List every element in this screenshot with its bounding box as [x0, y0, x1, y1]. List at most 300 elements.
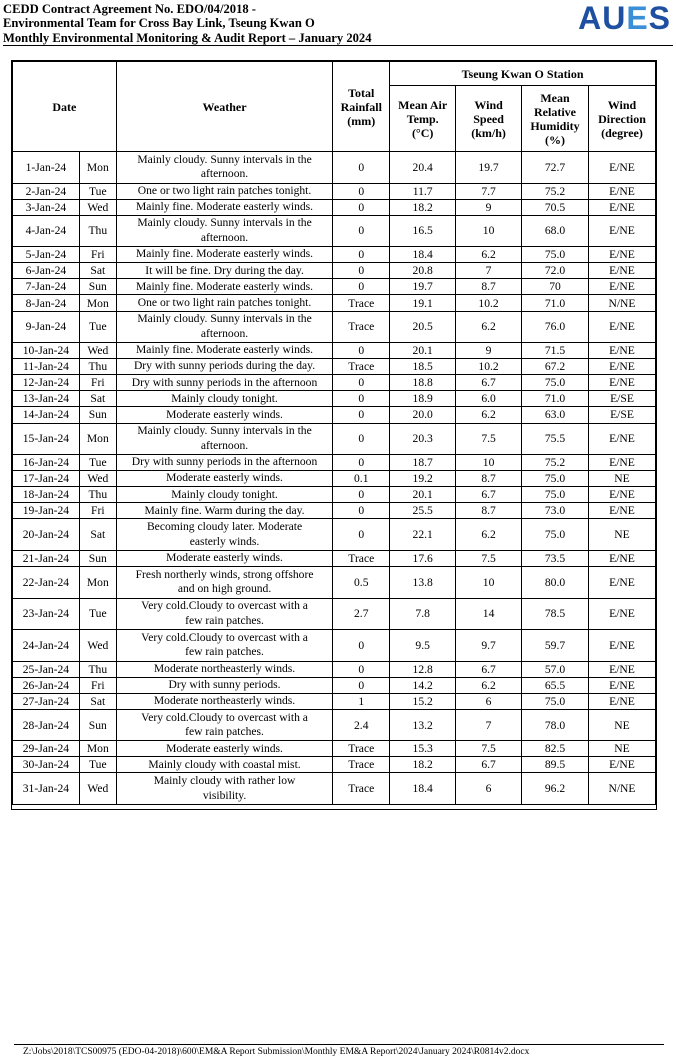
- table-row: [13, 279, 656, 295]
- cell-weather: [116, 423, 332, 455]
- cell-weather: [116, 677, 332, 693]
- cell-temp: 25.5: [390, 503, 456, 519]
- cell-humidity: 70: [522, 279, 589, 295]
- cell-temp: 11.7: [390, 183, 456, 199]
- table-row: [13, 407, 656, 423]
- cell-rainfall: Trace: [333, 311, 390, 343]
- cell-weather: [116, 183, 332, 199]
- cell-temp: 18.5: [390, 359, 456, 375]
- table-row: [13, 741, 656, 757]
- header-divider: [3, 45, 673, 46]
- cell-weather: [116, 567, 332, 599]
- cell-temp: 9.5: [390, 630, 456, 662]
- cell-humidity: 96.2: [522, 773, 589, 805]
- cell-temp: 22.1: [390, 519, 456, 551]
- cell-temp: 17.6: [390, 550, 456, 566]
- cell-temp: 18.9: [390, 391, 456, 407]
- table-row: [13, 183, 656, 199]
- table-row: [13, 661, 656, 677]
- cell-date: 28-Jan-24: [13, 709, 80, 741]
- cell-date: 30-Jan-24: [13, 757, 80, 773]
- cell-rainfall: 0: [333, 487, 390, 503]
- cell-rainfall: 0: [333, 279, 390, 295]
- cell-temp: 20.3: [390, 423, 456, 455]
- cell-temp: 20.4: [390, 152, 456, 184]
- cell-rainfall: Trace: [333, 359, 390, 375]
- cell-humidity: 72.7: [522, 152, 589, 184]
- cell-rainfall: 0: [333, 199, 390, 215]
- cell-humidity: 59.7: [522, 630, 589, 662]
- cell-wind-speed: 7.5: [456, 550, 522, 566]
- cell-wind-speed: 9: [456, 343, 522, 359]
- cell-humidity: 67.2: [522, 359, 589, 375]
- cell-day: Fri: [79, 503, 116, 519]
- cell-weather: [116, 487, 332, 503]
- cell-temp: 13.2: [390, 709, 456, 741]
- cell-date: 7-Jan-24: [13, 279, 80, 295]
- cell-day: Sat: [79, 519, 116, 551]
- table-row: [13, 295, 656, 311]
- cell-wind-speed: 10.2: [456, 295, 522, 311]
- cell-weather: [116, 709, 332, 741]
- cell-weather-line: One or two light rain patches tonight.: [137, 295, 312, 309]
- table-row: [13, 199, 656, 215]
- cell-weather: [116, 741, 332, 757]
- cell-weather: [116, 455, 332, 471]
- cell-day: Sun: [79, 407, 116, 423]
- weather-table: [12, 61, 656, 805]
- cell-wind-direction: E/NE: [588, 247, 655, 263]
- cell-weather-line: Moderate easterly winds.: [166, 741, 283, 755]
- cell-weather-line: Dry with sunny periods.: [168, 677, 281, 691]
- col-header-rainfall-line: Rainfall: [340, 99, 382, 114]
- col-header-humidity: [522, 86, 589, 152]
- cell-day: Fri: [79, 375, 116, 391]
- cell-weather: [116, 199, 332, 215]
- cell-weather-line: Fresh northerly winds, strong offshore: [135, 567, 314, 581]
- cell-wind-speed: 6.2: [456, 519, 522, 551]
- cell-weather: [116, 247, 332, 263]
- table-row: [13, 773, 656, 805]
- cell-humidity: 57.0: [522, 661, 589, 677]
- cell-wind-direction: NE: [588, 519, 655, 551]
- cell-temp: 12.8: [390, 661, 456, 677]
- cell-rainfall: 0: [333, 247, 390, 263]
- cell-date: 14-Jan-24: [13, 407, 80, 423]
- header-title-block: [3, 2, 372, 45]
- cell-humidity: 75.0: [522, 487, 589, 503]
- cell-date: 2-Jan-24: [13, 183, 80, 199]
- cell-temp: 20.5: [390, 311, 456, 343]
- cell-wind-speed: 8.7: [456, 279, 522, 295]
- cell-temp: 19.7: [390, 279, 456, 295]
- cell-weather: [116, 311, 332, 343]
- aues-logo: [578, 1, 671, 35]
- cell-weather: [116, 295, 332, 311]
- cell-weather-line: Mainly fine. Moderate easterly winds.: [136, 199, 314, 213]
- header-line-report: Monthly Environmental Monitoring & Audit Report – January 2024: [3, 30, 372, 45]
- cell-weather-line: Very cold.Cloudy to overcast with a: [141, 630, 308, 644]
- cell-humidity: 82.5: [522, 741, 589, 757]
- header-row: [13, 62, 656, 86]
- header-line-contract: CEDD Contract Agreement No. EDO/04/2018 -: [3, 2, 257, 16]
- cell-humidity: 65.5: [522, 677, 589, 693]
- cell-weather-line: Becoming cloudy later. Moderate: [146, 520, 303, 534]
- cell-weather-line: and on high ground.: [177, 582, 272, 596]
- cell-rainfall: 1: [333, 693, 390, 709]
- cell-wind-direction: E/NE: [588, 263, 655, 279]
- cell-day: Sun: [79, 550, 116, 566]
- cell-wind-speed: 6.7: [456, 661, 522, 677]
- cell-temp: 20.1: [390, 343, 456, 359]
- cell-weather: [116, 263, 332, 279]
- cell-weather: [116, 471, 332, 487]
- cell-temp: 18.4: [390, 773, 456, 805]
- cell-rainfall: 0: [333, 519, 390, 551]
- cell-wind-direction: E/NE: [588, 343, 655, 359]
- cell-weather-line: Mainly cloudy with coastal mist.: [148, 757, 301, 771]
- col-header-temp-line: Mean Air: [398, 97, 448, 112]
- cell-weather-line: It will be fine. Dry during the day.: [145, 263, 304, 277]
- cell-temp: 18.7: [390, 455, 456, 471]
- table-row: [13, 487, 656, 503]
- table-row: [13, 391, 656, 407]
- cell-rainfall: 0: [333, 152, 390, 184]
- cell-wind-speed: 7: [456, 709, 522, 741]
- col-header-humidity-line: Relative: [534, 104, 576, 119]
- table-row: [13, 598, 656, 630]
- cell-humidity: 80.0: [522, 567, 589, 599]
- cell-wind-speed: 10: [456, 215, 522, 247]
- cell-wind-direction: NE: [588, 741, 655, 757]
- cell-rainfall: 0: [333, 677, 390, 693]
- cell-day: Mon: [79, 567, 116, 599]
- cell-wind-direction: E/NE: [588, 423, 655, 455]
- cell-wind-direction: N/NE: [588, 295, 655, 311]
- cell-weather-line: few rain patches.: [185, 725, 264, 739]
- col-header-wind-direction-line: Direction: [598, 111, 646, 126]
- cell-day: Sun: [79, 279, 116, 295]
- cell-wind-speed: 6.2: [456, 677, 522, 693]
- cell-wind-speed: 9: [456, 199, 522, 215]
- cell-weather: [116, 215, 332, 247]
- table-row: [13, 455, 656, 471]
- cell-wind-speed: 14: [456, 598, 522, 630]
- cell-weather-line: few rain patches.: [185, 613, 264, 627]
- table-row: [13, 215, 656, 247]
- logo-letter: S: [648, 0, 671, 36]
- cell-weather: [116, 757, 332, 773]
- cell-humidity: 73.5: [522, 550, 589, 566]
- table-row: [13, 247, 656, 263]
- cell-weather: [116, 407, 332, 423]
- cell-weather: [116, 343, 332, 359]
- cell-humidity: 75.0: [522, 471, 589, 487]
- cell-humidity: 75.0: [522, 375, 589, 391]
- cell-day: Sat: [79, 693, 116, 709]
- cell-wind-direction: E/NE: [588, 215, 655, 247]
- cell-weather: [116, 279, 332, 295]
- cell-date: 12-Jan-24: [13, 375, 80, 391]
- cell-humidity: 63.0: [522, 407, 589, 423]
- cell-date: 5-Jan-24: [13, 247, 80, 263]
- cell-date: 15-Jan-24: [13, 423, 80, 455]
- cell-wind-direction: E/NE: [588, 503, 655, 519]
- cell-wind-speed: 19.7: [456, 152, 522, 184]
- cell-humidity: 71.0: [522, 295, 589, 311]
- cell-temp: 19.1: [390, 295, 456, 311]
- cell-date: 11-Jan-24: [13, 359, 80, 375]
- logo-letter: A: [578, 0, 603, 36]
- cell-wind-speed: 6: [456, 773, 522, 805]
- cell-wind-direction: NE: [588, 471, 655, 487]
- cell-day: Thu: [79, 215, 116, 247]
- cell-day: Wed: [79, 199, 116, 215]
- cell-day: Sat: [79, 391, 116, 407]
- table-row: [13, 152, 656, 184]
- cell-day: Tue: [79, 757, 116, 773]
- col-header-temp-line: (°C): [411, 125, 434, 140]
- cell-rainfall: 0.5: [333, 567, 390, 599]
- table-row: [13, 693, 656, 709]
- cell-rainfall: Trace: [333, 741, 390, 757]
- cell-weather: [116, 550, 332, 566]
- cell-wind-direction: E/NE: [588, 677, 655, 693]
- col-header-humidity-line: (%): [545, 132, 565, 147]
- cell-weather-line: Mainly cloudy. Sunny intervals in the: [137, 152, 312, 166]
- cell-weather-line: Very cold.Cloudy to overcast with a: [141, 599, 308, 613]
- col-header-temp: [390, 86, 456, 152]
- col-header-humidity-line: Mean: [540, 90, 570, 105]
- cell-weather-line: afternoon.: [200, 167, 249, 181]
- cell-weather-line: Mainly cloudy. Sunny intervals in the: [137, 216, 312, 230]
- cell-weather-line: Moderate easterly winds.: [166, 471, 283, 485]
- cell-weather-line: Mainly cloudy. Sunny intervals in the: [137, 312, 312, 326]
- cell-rainfall: 0.1: [333, 471, 390, 487]
- cell-wind-direction: E/NE: [588, 630, 655, 662]
- cell-day: Fri: [79, 247, 116, 263]
- table-body: [13, 152, 656, 805]
- cell-wind-speed: 6.7: [456, 487, 522, 503]
- cell-wind-speed: 6.2: [456, 311, 522, 343]
- station-header: Tseung Kwan O Station: [390, 62, 656, 86]
- cell-temp: 7.8: [390, 598, 456, 630]
- cell-day: Tue: [79, 598, 116, 630]
- cell-wind-speed: 6.0: [456, 391, 522, 407]
- cell-weather-line: Moderate easterly winds.: [166, 407, 283, 421]
- cell-wind-speed: 6: [456, 693, 522, 709]
- cell-weather: [116, 391, 332, 407]
- cell-day: Tue: [79, 311, 116, 343]
- col-header-rainfall: [333, 62, 390, 152]
- table-row: [13, 503, 656, 519]
- cell-date: 20-Jan-24: [13, 519, 80, 551]
- cell-rainfall: 0: [333, 263, 390, 279]
- cell-wind-speed: 6.7: [456, 375, 522, 391]
- cell-wind-direction: N/NE: [588, 773, 655, 805]
- logo-letter: E: [626, 0, 649, 36]
- cell-weather: [116, 503, 332, 519]
- cell-temp: 19.2: [390, 471, 456, 487]
- cell-day: Thu: [79, 487, 116, 503]
- table-row: [13, 311, 656, 343]
- cell-day: Mon: [79, 152, 116, 184]
- cell-wind-direction: E/NE: [588, 199, 655, 215]
- cell-weather-line: Mainly cloudy with rather low: [153, 774, 296, 788]
- table-row: [13, 263, 656, 279]
- cell-day: Tue: [79, 183, 116, 199]
- cell-weather-line: Moderate northeasterly winds.: [153, 661, 296, 675]
- cell-weather-line: afternoon.: [200, 230, 249, 244]
- table-row: [13, 567, 656, 599]
- cell-wind-direction: NE: [588, 709, 655, 741]
- cell-date: 24-Jan-24: [13, 630, 80, 662]
- cell-humidity: 73.0: [522, 503, 589, 519]
- cell-wind-speed: 10: [456, 455, 522, 471]
- cell-weather: [116, 375, 332, 391]
- cell-rainfall: Trace: [333, 757, 390, 773]
- cell-rainfall: 0: [333, 407, 390, 423]
- cell-wind-speed: 6.7: [456, 757, 522, 773]
- cell-weather: [116, 598, 332, 630]
- cell-wind-direction: E/SE: [588, 407, 655, 423]
- cell-date: 4-Jan-24: [13, 215, 80, 247]
- cell-wind-direction: E/NE: [588, 487, 655, 503]
- cell-day: Wed: [79, 343, 116, 359]
- cell-weather-line: Dry with sunny periods in the afternoon: [131, 455, 318, 469]
- cell-wind-direction: E/SE: [588, 391, 655, 407]
- cell-rainfall: 0: [333, 375, 390, 391]
- table-row: [13, 343, 656, 359]
- cell-date: 3-Jan-24: [13, 199, 80, 215]
- cell-rainfall: 0: [333, 183, 390, 199]
- table-row: [13, 757, 656, 773]
- cell-rainfall: 0: [333, 215, 390, 247]
- cell-temp: 18.2: [390, 199, 456, 215]
- cell-wind-direction: E/NE: [588, 550, 655, 566]
- cell-temp: 18.8: [390, 375, 456, 391]
- cell-wind-speed: 9.7: [456, 630, 522, 662]
- cell-humidity: 78.5: [522, 598, 589, 630]
- cell-wind-direction: E/NE: [588, 693, 655, 709]
- cell-humidity: 78.0: [522, 709, 589, 741]
- cell-weather: [116, 630, 332, 662]
- cell-date: 22-Jan-24: [13, 567, 80, 599]
- cell-temp: 18.2: [390, 757, 456, 773]
- cell-date: 13-Jan-24: [13, 391, 80, 407]
- cell-rainfall: 0: [333, 391, 390, 407]
- cell-humidity: 75.2: [522, 455, 589, 471]
- cell-temp: 13.8: [390, 567, 456, 599]
- cell-weather-line: Mainly cloudy tonight.: [171, 391, 278, 405]
- cell-temp: 18.4: [390, 247, 456, 263]
- cell-wind-speed: 8.7: [456, 471, 522, 487]
- cell-temp: 20.8: [390, 263, 456, 279]
- cell-rainfall: 0: [333, 343, 390, 359]
- cell-humidity: 68.0: [522, 215, 589, 247]
- cell-weather-line: Mainly fine. Warm during the day.: [144, 503, 305, 517]
- cell-date: 9-Jan-24: [13, 311, 80, 343]
- cell-rainfall: 2.4: [333, 709, 390, 741]
- cell-date: 23-Jan-24: [13, 598, 80, 630]
- cell-wind-speed: 10.2: [456, 359, 522, 375]
- col-header-date: Date: [13, 62, 117, 152]
- cell-rainfall: 0: [333, 455, 390, 471]
- col-header-wind-speed-line: (km/h): [471, 125, 506, 140]
- cell-date: 27-Jan-24: [13, 693, 80, 709]
- cell-date: 25-Jan-24: [13, 661, 80, 677]
- cell-day: Tue: [79, 455, 116, 471]
- cell-humidity: 75.5: [522, 423, 589, 455]
- cell-weather: [116, 773, 332, 805]
- col-header-wind-speed-line: Speed: [473, 111, 504, 126]
- cell-date: 31-Jan-24: [13, 773, 80, 805]
- cell-date: 8-Jan-24: [13, 295, 80, 311]
- cell-rainfall: Trace: [333, 550, 390, 566]
- cell-wind-speed: 7.5: [456, 423, 522, 455]
- cell-wind-direction: E/NE: [588, 661, 655, 677]
- cell-humidity: 75.0: [522, 247, 589, 263]
- cell-date: 26-Jan-24: [13, 677, 80, 693]
- table-row: [13, 359, 656, 375]
- cell-date: 1-Jan-24: [13, 152, 80, 184]
- cell-wind-direction: E/NE: [588, 279, 655, 295]
- cell-day: Thu: [79, 661, 116, 677]
- cell-weather-line: Mainly cloudy tonight.: [171, 487, 278, 501]
- cell-wind-direction: E/NE: [588, 757, 655, 773]
- cell-weather: [116, 519, 332, 551]
- cell-temp: 15.3: [390, 741, 456, 757]
- cell-temp: 15.2: [390, 693, 456, 709]
- table-row: [13, 471, 656, 487]
- col-header-wind-direction: [588, 86, 655, 152]
- cell-day: Mon: [79, 295, 116, 311]
- cell-rainfall: 0: [333, 503, 390, 519]
- cell-date: 21-Jan-24: [13, 550, 80, 566]
- cell-rainfall: 0: [333, 661, 390, 677]
- cell-date: 16-Jan-24: [13, 455, 80, 471]
- cell-weather-line: Mainly cloudy. Sunny intervals in the: [137, 424, 312, 438]
- table-row: [13, 550, 656, 566]
- cell-wind-direction: E/NE: [588, 359, 655, 375]
- header-line-team: Environmental Team for Cross Bay Link, Tseung Kwan O: [3, 16, 315, 31]
- cell-wind-direction: E/NE: [588, 567, 655, 599]
- cell-humidity: 75.2: [522, 183, 589, 199]
- cell-humidity: 75.0: [522, 693, 589, 709]
- page-header: [3, 2, 673, 48]
- cell-wind-direction: E/NE: [588, 311, 655, 343]
- cell-rainfall: 0: [333, 423, 390, 455]
- cell-humidity: 71.0: [522, 391, 589, 407]
- cell-wind-direction: E/NE: [588, 183, 655, 199]
- cell-day: Mon: [79, 423, 116, 455]
- cell-weather-line: Moderate northeasterly winds.: [153, 693, 296, 707]
- cell-wind-direction: E/NE: [588, 152, 655, 184]
- col-header-weather: Weather: [116, 62, 332, 152]
- cell-date: 6-Jan-24: [13, 263, 80, 279]
- logo-letter: U: [602, 0, 627, 36]
- cell-day: Mon: [79, 741, 116, 757]
- cell-wind-speed: 6.2: [456, 407, 522, 423]
- cell-wind-speed: 7: [456, 263, 522, 279]
- cell-humidity: 70.5: [522, 199, 589, 215]
- cell-day: Wed: [79, 630, 116, 662]
- cell-wind-direction: E/NE: [588, 598, 655, 630]
- cell-weather-line: Dry with sunny periods in the afternoon: [131, 375, 318, 389]
- table-row: [13, 519, 656, 551]
- cell-weather-line: Mainly fine. Moderate easterly winds.: [136, 343, 314, 357]
- cell-weather: [116, 693, 332, 709]
